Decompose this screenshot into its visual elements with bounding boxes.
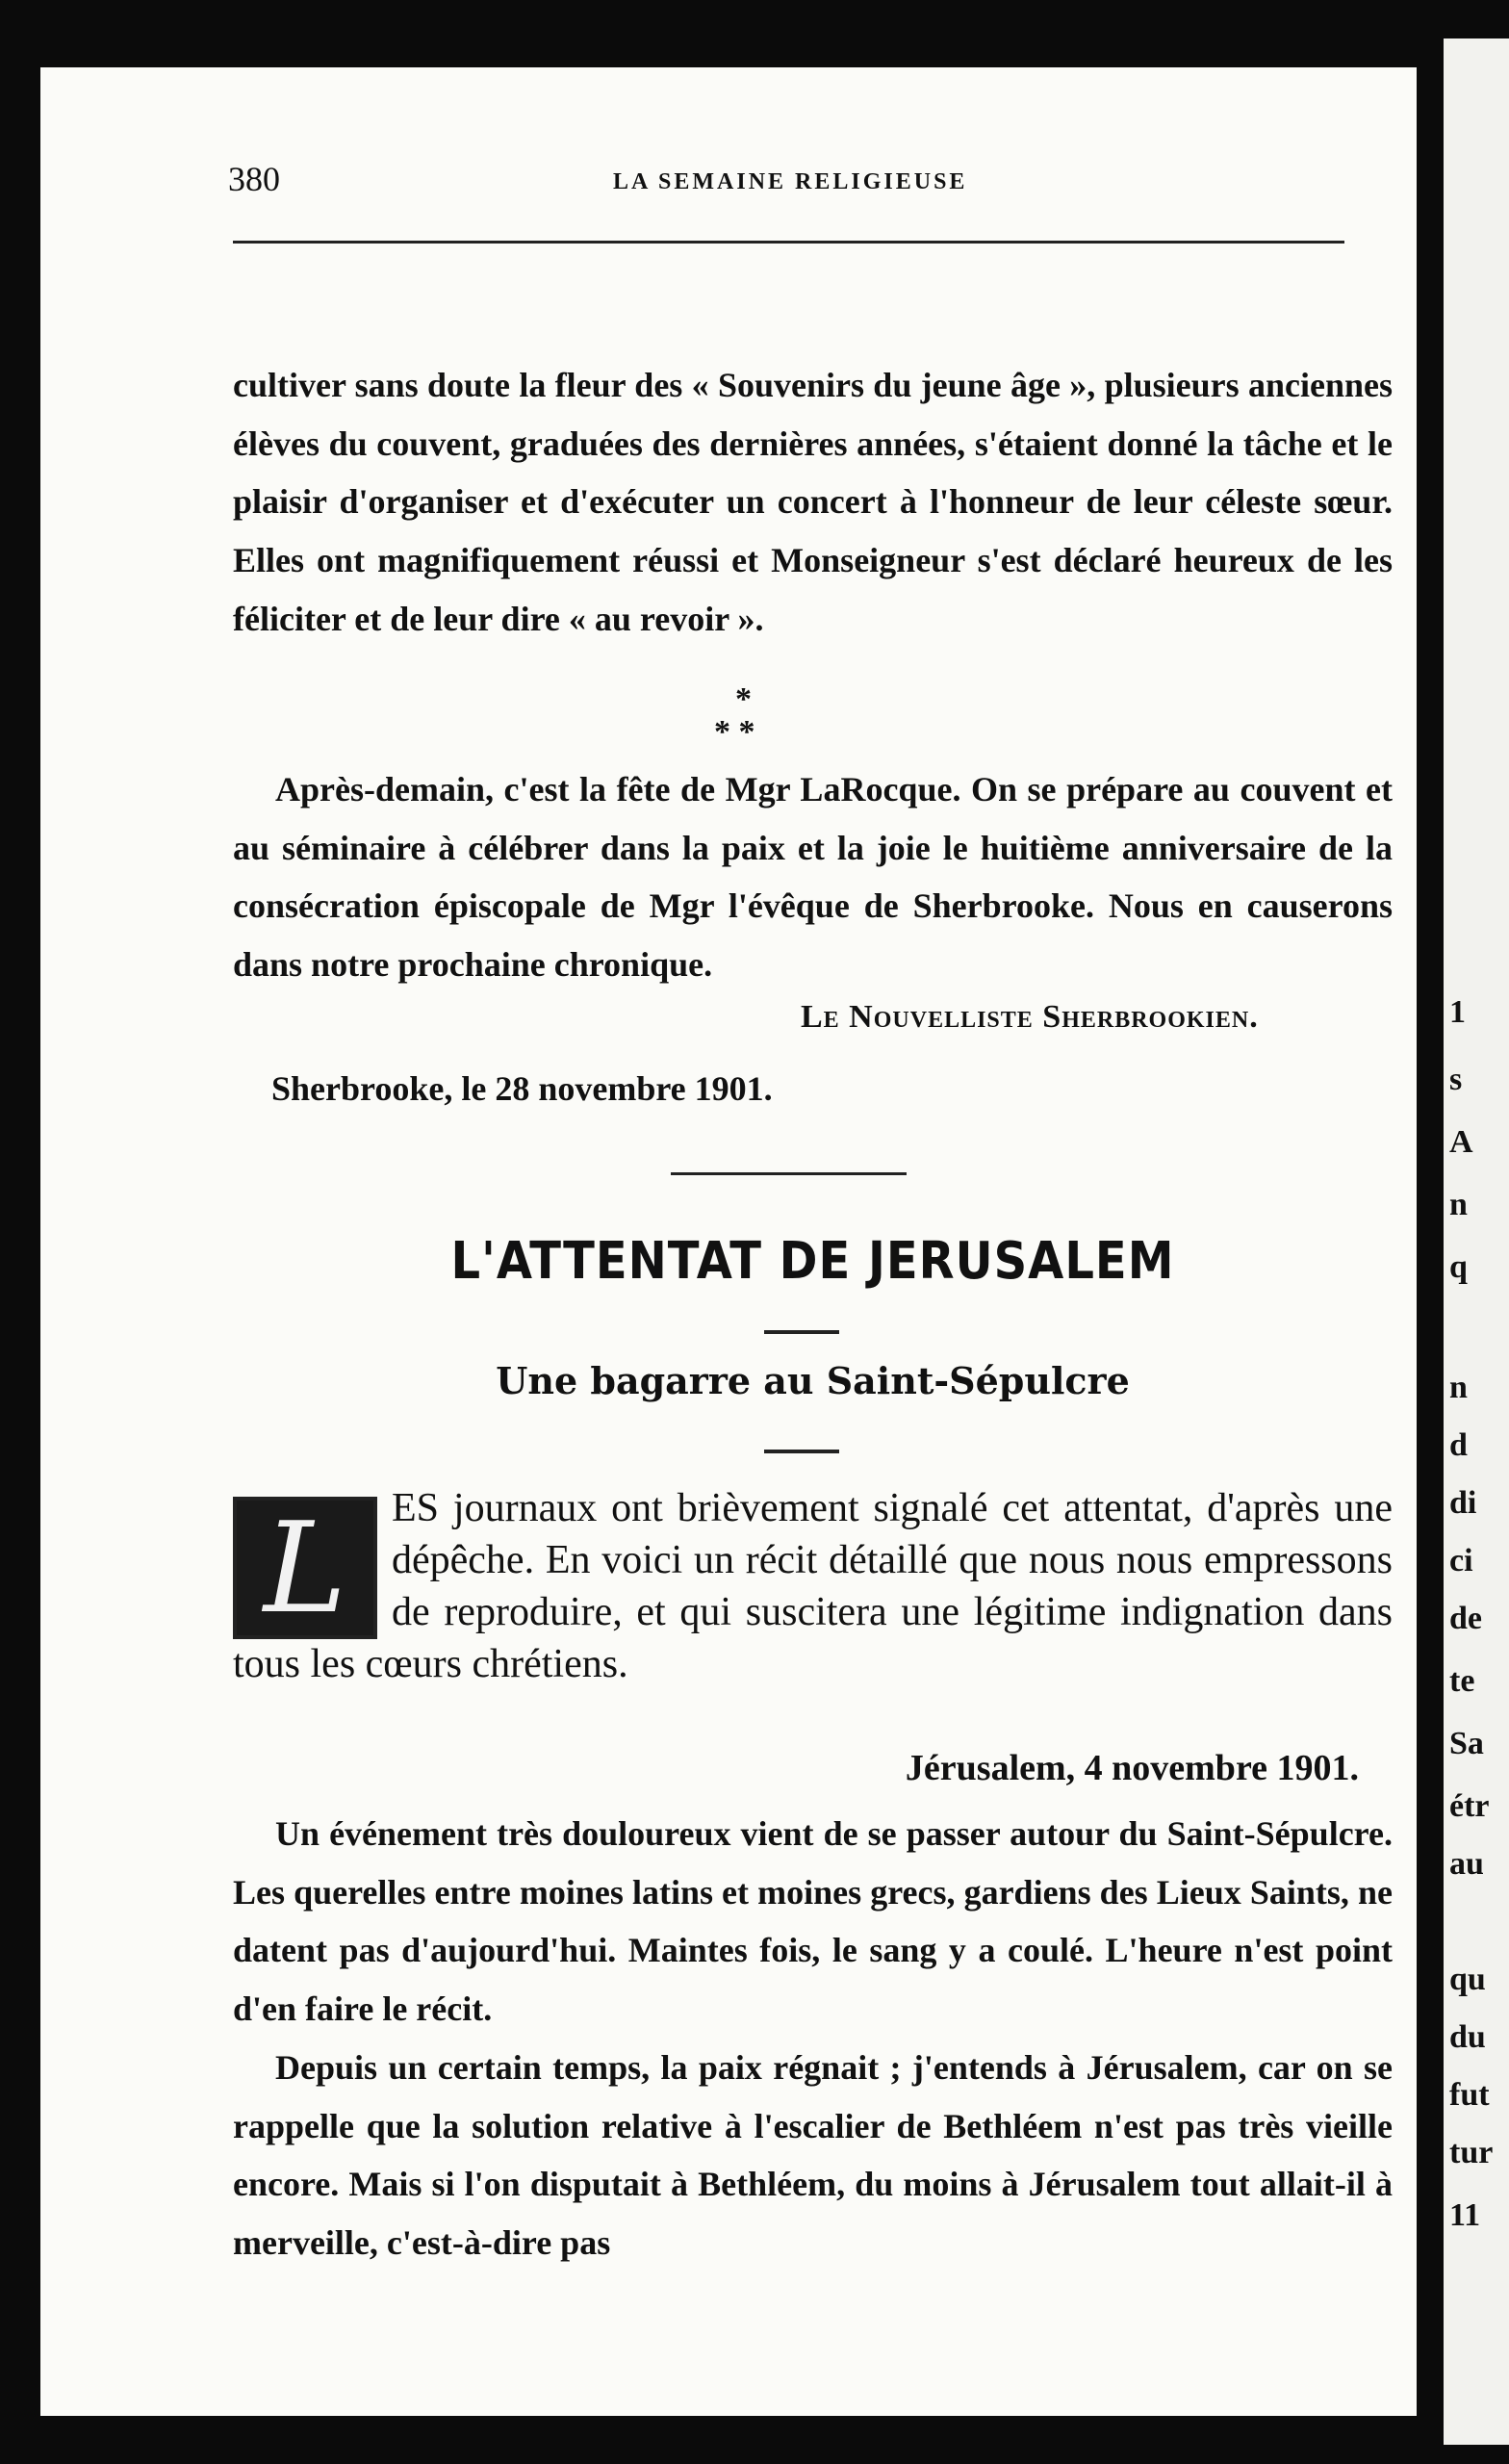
facing-fragment: A	[1449, 1124, 1473, 1160]
facing-fragment: n	[1449, 1370, 1468, 1405]
section-divider	[671, 1172, 907, 1175]
paragraph-fete-text: Après-demain, c'est la fête de Mgr LaRocque. On se prépare au couvent et au séminaire à célébrer dans la paix et la joie le huitième anniversaire de la consécration épiscopale de Mgr l'évêque de Sherbrooke. Nous en causerons dans notre prochaine chronique.	[233, 770, 1393, 985]
facing-fragment: 11	[1449, 2197, 1481, 2233]
asterism	[714, 683, 755, 749]
header-rule	[233, 241, 1344, 244]
facing-fragment: qu	[1449, 1962, 1486, 1997]
page-number: 380	[228, 160, 280, 198]
facing-fragment: de	[1449, 1601, 1482, 1636]
article-intro	[233, 1482, 1393, 1690]
facing-fragment: 1	[1449, 994, 1466, 1030]
paragraph-fete	[233, 760, 1393, 994]
facing-fragment: ci	[1449, 1543, 1473, 1578]
article-intro-text: ES journaux ont brièvement signalé cet attentat, d'après une dépêche. En voici un récit détaillé que nous nous empressons de reproduire, et qui suscitera une légitime indignation dans tous les cœurs chrétiens.	[233, 1486, 1393, 1686]
title-rule-top	[764, 1330, 839, 1334]
facing-fragment: di	[1449, 1485, 1477, 1521]
facing-fragment: du	[1449, 2019, 1486, 2055]
facing-fragment: te	[1449, 1663, 1475, 1699]
dateline-sherbrooke: Sherbrooke, le 28 novembre 1901.	[271, 1069, 773, 1108]
article-subtitle: Une bagarre au Saint-Sépulcre	[496, 1359, 1130, 1402]
signature: Le Nouvelliste Sherbrookien.	[801, 999, 1259, 1035]
facing-page-edge	[1444, 38, 1509, 2445]
paragraph-concert-text: cultiver sans doute la fleur des « Souvenirs du jeune âge », plusieurs anciennes élèves du couvent, graduées des dernières années, s'étaient donné la tâche et le plaisir d'organiser et d'exécuter un concert à l'honneur de leur céleste sœur. Elles ont magnifiquement réussi et Monseigneur s'est déclaré heureux de les féliciter et de leur dire « au revoir ».	[233, 366, 1393, 638]
dateline-jerusalem: Jérusalem, 4 novembre 1901.	[905, 1748, 1359, 1788]
drop-cap-initial: L	[233, 1497, 377, 1639]
facing-fragment: q	[1449, 1249, 1468, 1285]
article-paragraph-1: Un événement très douloureux vient de se passer autour du Saint-Sépulcre. Les querelles entre moines latins et moines grecs, gardiens des Lieux Saints, ne datent pas d'aujourd'hui. Maintes fois, le sang y a coulé. L'heure n'est point d'en faire le récit.	[233, 1814, 1393, 2029]
asterism-top: *	[735, 681, 752, 717]
facing-fragment: Sa	[1449, 1726, 1484, 1761]
title-rule-bottom	[764, 1450, 839, 1453]
running-head-title: LA SEMAINE RELIGIEUSE	[613, 169, 968, 194]
article-body	[233, 1805, 1393, 2272]
asterism-bottom: * *	[714, 714, 755, 750]
article-paragraph-2: Depuis un certain temps, la paix régnait ; j'entends à Jérusalem, car on se rappelle que la solution relative à l'escalier de Bethléem n'est pas très vieille encore. Mais si l'on disputait à Bethléem, du moins à Jérusalem tout allait-il à merveille, c'est-à-dire pas	[233, 2047, 1393, 2262]
facing-fragment: tur	[1449, 2135, 1494, 2170]
facing-fragment: étr	[1449, 1788, 1490, 1824]
article-title: L'ATTENTAT DE JERUSALEM	[450, 1230, 1175, 1292]
book-page	[40, 67, 1417, 2416]
paragraph-concert	[233, 356, 1393, 649]
facing-fragment: au	[1449, 1846, 1484, 1882]
facing-fragment: fut	[1449, 2077, 1490, 2113]
facing-fragment: s	[1449, 1062, 1463, 1097]
facing-fragment: n	[1449, 1187, 1468, 1222]
facing-fragment: d	[1449, 1427, 1468, 1463]
